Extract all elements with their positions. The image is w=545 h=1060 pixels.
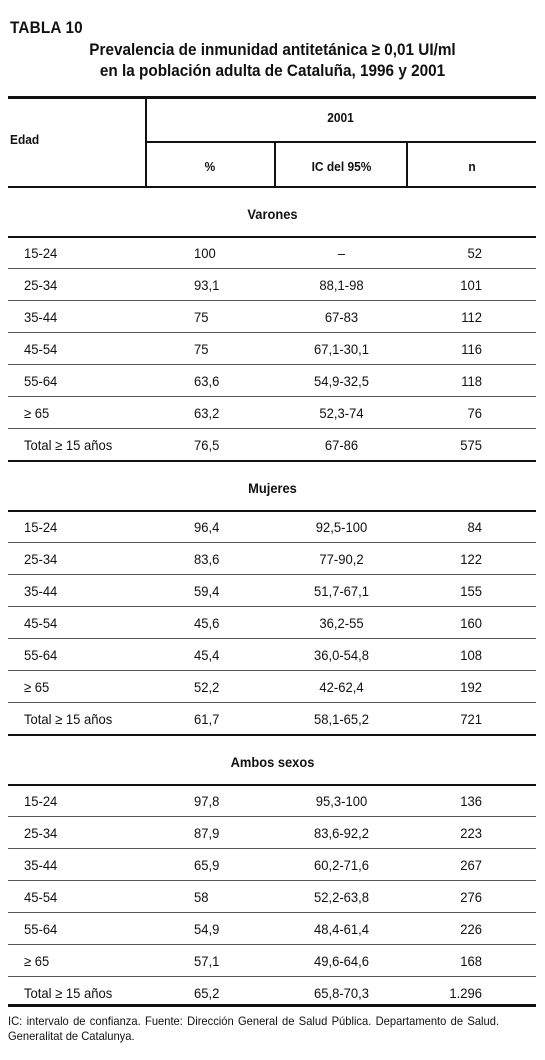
header-edad: Edad	[10, 132, 40, 147]
cell-pct: 59,4	[194, 583, 220, 599]
cell-ic: 92,5-100	[315, 519, 368, 535]
cell-n: 118	[461, 373, 482, 389]
cell-edad: Total ≥ 15 años	[24, 437, 113, 453]
cell-ic: 54,9-32,5	[313, 373, 370, 389]
cell-edad: 45-54	[24, 889, 58, 905]
cell-ic: 58,1-65,2	[313, 711, 370, 727]
cell-ic: 83,6-92,2	[313, 825, 370, 841]
cell-pct: 58	[194, 889, 209, 905]
cell-n: 84	[467, 519, 482, 535]
row-divider	[8, 848, 536, 849]
cell-edad: 55-64	[24, 647, 58, 663]
cell-n: 101	[460, 277, 482, 293]
cell-edad: 45-54	[24, 615, 58, 631]
cell-n: 276	[460, 889, 482, 905]
cell-n: 267	[460, 857, 482, 873]
row-divider	[8, 300, 536, 301]
row-divider	[8, 268, 536, 269]
cell-ic: 67-83	[324, 309, 359, 325]
cell-pct: 54,9	[194, 921, 220, 937]
cell-ic: 36,0-54,8	[313, 647, 370, 663]
section-heading: Varones	[247, 206, 298, 222]
cell-pct: 76,5	[194, 437, 220, 453]
row-divider	[8, 364, 536, 365]
cell-ic: 36,2-55	[319, 615, 364, 631]
cell-n: 116	[461, 341, 482, 357]
cell-edad: 35-44	[24, 857, 58, 873]
cell-ic: 52,2-63,8	[313, 889, 370, 905]
cell-pct: 96,4	[194, 519, 220, 535]
cell-edad: 25-34	[24, 825, 58, 841]
cell-n: 223	[460, 825, 482, 841]
cell-edad: 55-64	[24, 373, 58, 389]
cell-ic: 77-90,2	[319, 551, 364, 567]
header-top-rule	[8, 96, 536, 99]
header-ic: IC del 95%	[311, 159, 372, 174]
cell-ic: 60,2-71,6	[313, 857, 370, 873]
table-title-line-2: en la población adulta de Cataluña, 1996 y 2001	[99, 61, 446, 80]
table-title-line-1: Prevalencia de inmunidad antitetánica ≥ 0,01 UI/ml	[89, 40, 456, 59]
row-divider	[8, 428, 536, 429]
cell-n: 575	[460, 437, 482, 453]
section-rule	[8, 236, 536, 238]
row-divider	[8, 670, 536, 671]
cell-ic: 67-86	[324, 437, 359, 453]
header-pct: %	[204, 159, 216, 174]
cell-ic: 52,3-74	[319, 405, 364, 421]
cell-pct: 61,7	[194, 711, 220, 727]
cell-edad: 35-44	[24, 309, 58, 325]
cell-edad: 35-44	[24, 583, 58, 599]
header-divider-2	[406, 141, 408, 188]
cell-pct: 83,6	[194, 551, 220, 567]
cell-n: 1.296	[449, 985, 482, 1001]
header-mid-rule	[145, 141, 536, 143]
cell-pct: 100	[194, 245, 216, 261]
header-bottom-rule	[8, 186, 536, 188]
cell-edad: 55-64	[24, 921, 58, 937]
cell-n: 52	[467, 245, 482, 261]
cell-edad: 15-24	[24, 519, 58, 535]
cell-edad: 25-34	[24, 551, 58, 567]
cell-edad: 25-34	[24, 277, 58, 293]
row-divider	[8, 944, 536, 945]
table-label: TABLA 10	[10, 18, 83, 37]
cell-edad: 15-24	[24, 793, 58, 809]
row-divider	[8, 606, 536, 607]
cell-pct: 63,6	[194, 373, 220, 389]
section-rule	[8, 784, 536, 786]
cell-ic: 42-62,4	[319, 679, 364, 695]
cell-n: 136	[460, 793, 482, 809]
cell-edad: 45-54	[24, 341, 58, 357]
cell-edad: ≥ 65	[24, 953, 50, 969]
cell-ic: 51,7-67,1	[313, 583, 370, 599]
cell-pct: 75	[194, 309, 209, 325]
cell-n: 155	[460, 583, 482, 599]
row-divider	[8, 702, 536, 703]
section-heading: Mujeres	[248, 480, 297, 496]
cell-n: 168	[460, 953, 482, 969]
row-divider	[8, 912, 536, 913]
cell-edad: 15-24	[24, 245, 58, 261]
header-divider-1	[274, 141, 276, 188]
cell-edad: ≥ 65	[24, 405, 50, 421]
row-divider	[8, 396, 536, 397]
cell-n: 192	[460, 679, 482, 695]
footnote: IC: intervalo de confianza. Fuente: Dirección General de Salud Pública. Departamento de Salud. Generalitat de Catalunya.	[8, 1014, 500, 1043]
cell-edad: Total ≥ 15 años	[24, 985, 113, 1001]
cell-edad: ≥ 65	[24, 679, 50, 695]
cell-pct: 75	[194, 341, 209, 357]
cell-n: 721	[460, 711, 482, 727]
row-divider	[8, 816, 536, 817]
cell-pct: 87,9	[194, 825, 220, 841]
cell-n: 112	[461, 309, 482, 325]
cell-pct: 65,2	[194, 985, 220, 1001]
cell-pct: 65,9	[194, 857, 220, 873]
cell-n: 226	[460, 921, 482, 937]
header-n: n	[468, 159, 476, 174]
cell-n: 122	[460, 551, 482, 567]
cell-pct: 45,6	[194, 615, 220, 631]
row-divider	[8, 574, 536, 575]
cell-pct: 97,8	[194, 793, 220, 809]
cell-pct: 93,1	[194, 277, 220, 293]
table-bottom-rule	[8, 1004, 536, 1007]
cell-ic: 95,3-100	[315, 793, 368, 809]
cell-pct: 52,2	[194, 679, 220, 695]
row-divider	[8, 542, 536, 543]
row-divider	[8, 880, 536, 881]
cell-n: 108	[460, 647, 482, 663]
cell-n: 160	[460, 615, 482, 631]
section-end-rule	[8, 460, 536, 462]
cell-pct: 45,4	[194, 647, 220, 663]
section-heading: Ambos sexos	[230, 754, 315, 770]
cell-n: 76	[467, 405, 482, 421]
header-year: 2001	[327, 110, 354, 125]
row-divider	[8, 976, 536, 977]
cell-ic: 48,4-61,4	[313, 921, 370, 937]
section-end-rule	[8, 734, 536, 736]
cell-ic: 65,8-70,3	[313, 985, 370, 1001]
cell-ic: –	[337, 245, 346, 261]
cell-edad: Total ≥ 15 años	[24, 711, 113, 727]
cell-ic: 88,1-98	[319, 277, 364, 293]
row-divider	[8, 638, 536, 639]
section-rule	[8, 510, 536, 512]
cell-pct: 63,2	[194, 405, 220, 421]
cell-ic: 67,1-30,1	[313, 341, 370, 357]
cell-ic: 49,6-64,6	[313, 953, 370, 969]
row-divider	[8, 332, 536, 333]
cell-pct: 57,1	[194, 953, 220, 969]
